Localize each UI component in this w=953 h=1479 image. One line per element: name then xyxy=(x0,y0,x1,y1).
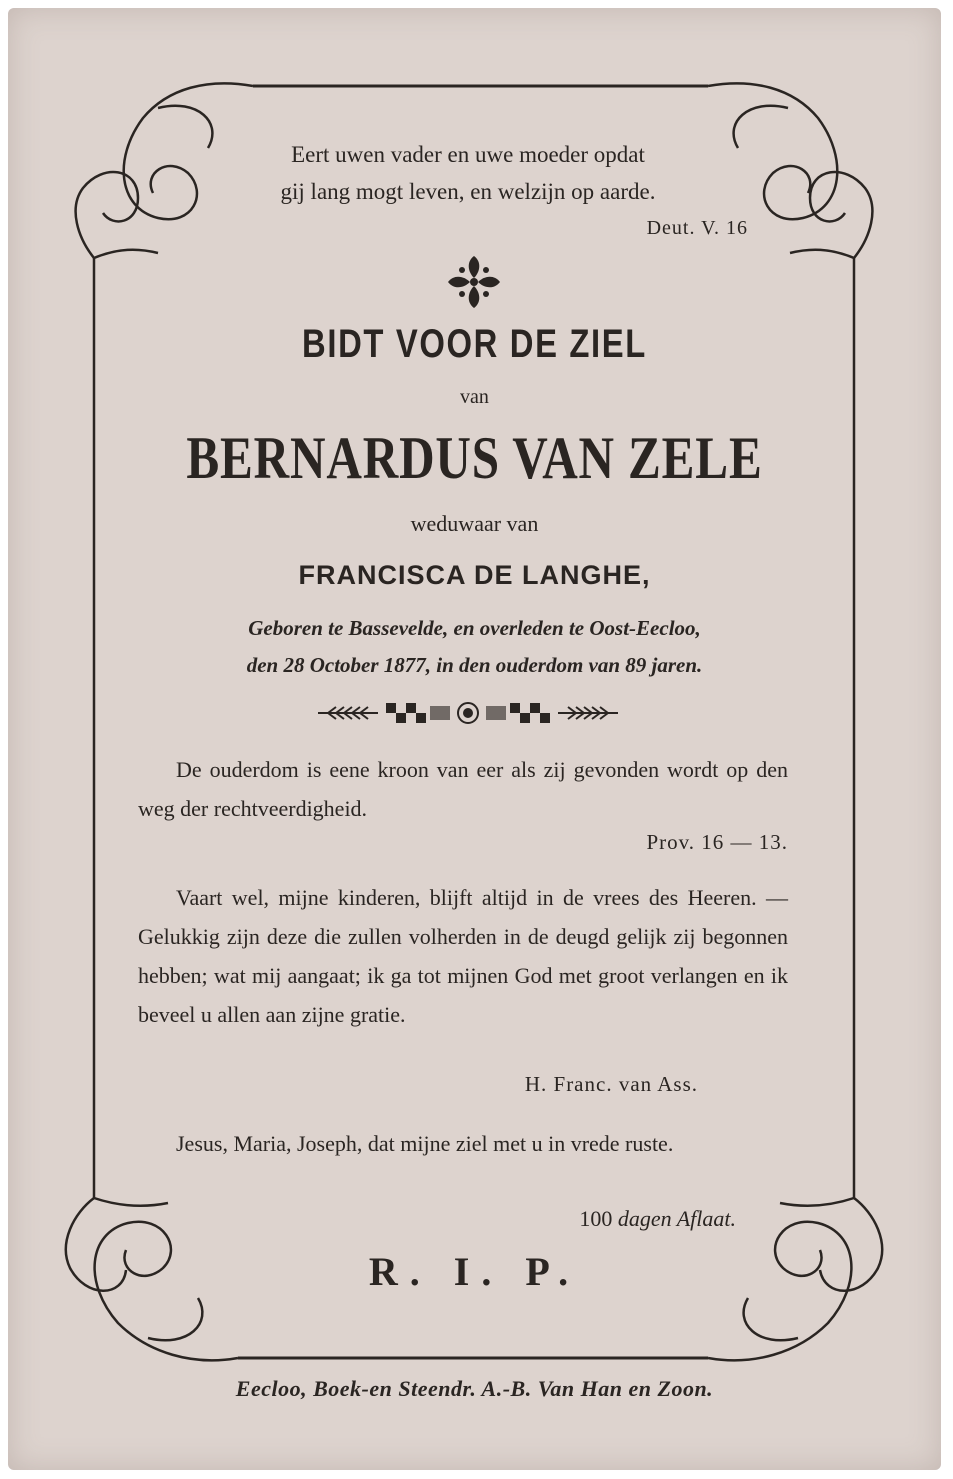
memorial-card xyxy=(8,8,941,1470)
widower-label: weduwaar van xyxy=(410,511,539,536)
quote-francis-reference: H. Franc. van Ass. xyxy=(524,1072,698,1096)
epigraph-line-2: gij lang mogt leven, en welzijn op aarde. xyxy=(280,179,656,204)
epigraph-reference: Deut. V. 16 xyxy=(646,217,748,239)
quote-francis: Vaart wel, mijne kinderen, blijft altijd in de vrees des Heeren. — Gelukkig zijn deze die zullen volherden in de deugd gelijk zij begonnen hebben; wat mij aangaat; ik ga tot mijnen God met groot verlangen en ik beveel u allen aan zijne gratie. xyxy=(138,885,788,1027)
printer-imprint: Eecloo, Boek-en Steendr. A.-B. Van Han en Zoon. xyxy=(235,1376,714,1401)
indulgence-days: 100 xyxy=(579,1206,613,1231)
birth-death-info xyxy=(8,610,941,684)
quote-proverbs-reference: Prov. 16 — 13. xyxy=(646,830,788,854)
indulgence-label: dagen Aflaat. xyxy=(617,1206,736,1231)
birth-death-line-1: Geboren te Bassevelde, en overleden te Oost-Eecloo, xyxy=(248,616,701,640)
heading: BIDT VOOR DE ZIEL xyxy=(302,322,647,366)
spouse-name: FRANCISCA DE LANGHE, xyxy=(298,560,651,590)
quote-proverbs: De ouderdom is eene kroon van eer als zij gevonden wordt op den weg der rechtveerdigheid. xyxy=(138,757,788,821)
cross-ornament-icon xyxy=(444,252,504,312)
indulgence xyxy=(138,1206,736,1232)
rip: R. I. P. xyxy=(368,1249,581,1294)
van-label: van xyxy=(460,386,489,408)
epigraph xyxy=(188,136,748,247)
divider-ornament-icon xyxy=(318,698,618,728)
birth-death-line-2: den 28 October 1877, in den ouderdom van 89 jaren. xyxy=(246,653,703,677)
deceased-name: BERNARDUS VAN ZELE xyxy=(186,425,763,491)
prayer: Jesus, Maria, Joseph, dat mijne ziel met u in vrede ruste. xyxy=(176,1131,674,1156)
epigraph-line-1: Eert uwen vader en uwe moeder opdat xyxy=(291,142,645,167)
